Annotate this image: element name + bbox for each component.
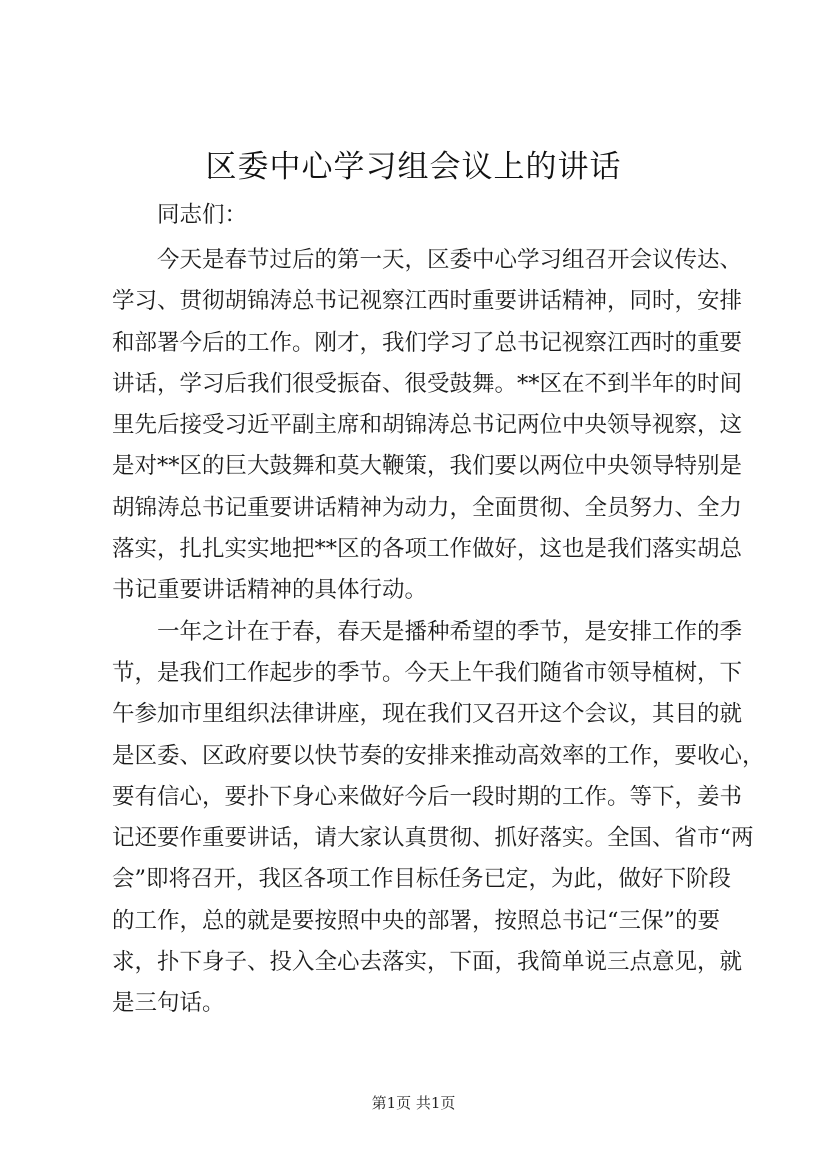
paragraph-line: 一年之计在于春，春天是播种希望的季节，是安排工作的季 [157, 618, 743, 645]
salutation: 同志们： [157, 202, 248, 228]
paragraph-line: 和部署今后的工作。刚才，我们学习了总书记视察江西时的重要 [112, 329, 743, 356]
paragraphs-container [112, 240, 765, 1025]
body-paragraph [112, 612, 765, 1025]
paragraph-line: 记还要作重要讲话，请大家认真贯彻、抓好落实。全国、省市“两 [112, 825, 754, 852]
paragraph-line: 里先后接受习近平副主席和胡锦涛总书记两位中央领导视察，这 [112, 412, 743, 439]
paragraph-line: 今天是春节过后的第一天，区委中心学习组召开会议传达、 [157, 247, 743, 273]
paragraph-line: 午参加市里组织法律讲座，现在我们又召开这个会议，其目的就 [112, 701, 743, 728]
paragraph-line: 落实，扎扎实实地把**区的各项工作做好，这也是我们落实胡总 [112, 536, 743, 563]
paragraph-line: 求，扑下身子、投入全心去落实，下面，我简单说三点意见，就 [112, 949, 743, 976]
paragraph-line: 是对**区的巨大鼓舞和莫大鞭策，我们要以两位中央领导特别是 [112, 453, 743, 480]
paragraph-line: 的工作，总的就是要按照中央的部署，按照总书记“三保”的要 [112, 907, 721, 934]
body-paragraph [112, 240, 743, 612]
paragraph-line: 胡锦涛总书记重要讲话精神为动力，全面贯彻、全员努力、全力 [112, 494, 743, 521]
paragraph-line: 节，是我们工作起步的季节。今天上午我们随省市领导植树，下 [112, 659, 743, 686]
document-title: 区委中心学习组会议上的讲话 [205, 149, 622, 185]
paragraph-line: 书记重要讲话精神的具体行动。 [112, 577, 428, 604]
paragraph-line: 是区委、区政府要以快节奏的安排来推动高效率的工作，要收心， [112, 742, 765, 769]
page-footer: 第1页 共1页 [371, 1094, 456, 1112]
paragraph-line: 讲话，学习后我们很受振奋、很受鼓舞。**区在不到半年的时间 [112, 370, 743, 397]
document-body [112, 196, 765, 1025]
paragraph-line: 会”即将召开，我区各项工作目标任务已定，为此，做好下阶段 [112, 866, 732, 893]
paragraph-line: 学习、贯彻胡锦涛总书记视察江西时重要讲话精神，同时，安排 [112, 288, 743, 315]
paragraph-line: 是三句话。 [112, 990, 225, 1017]
paragraph-line: 要有信心，要扑下身心来做好今后一段时期的工作。等下，姜书 [112, 783, 743, 810]
